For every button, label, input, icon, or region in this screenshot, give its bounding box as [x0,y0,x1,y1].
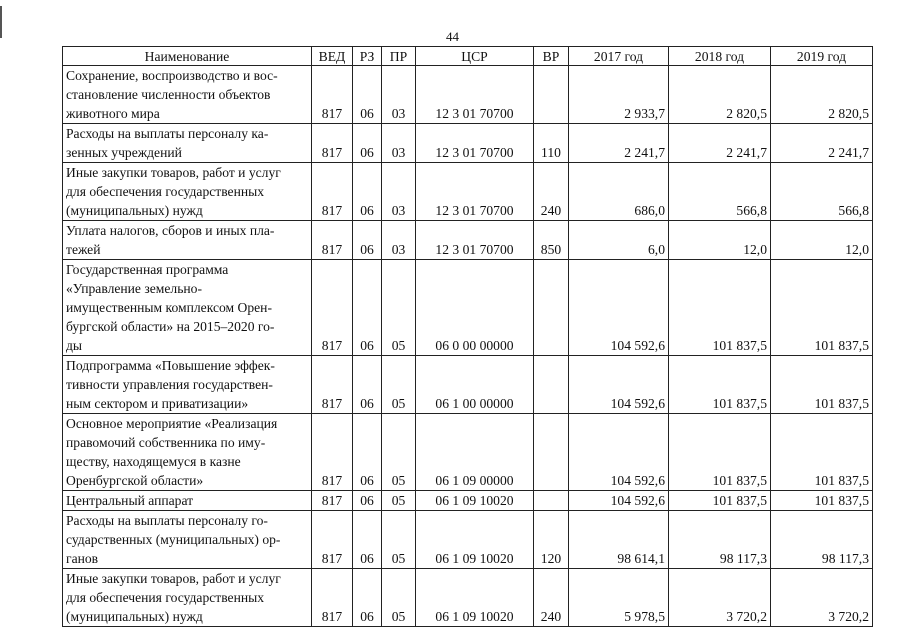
name-line: бургской области» на 2015–2020 го- [66,319,275,334]
name-line: Подпрограмма «Повышение эффек- [66,358,275,373]
cell-name [63,511,312,569]
table-row [63,414,873,491]
cell-rz: 06 [353,260,382,356]
cell-rz: 06 [353,511,382,569]
table-row [63,66,873,124]
header-2019: 2019 год [771,47,873,66]
cell-ved: 817 [312,414,353,491]
budget-table [62,46,873,627]
cell-vr [534,260,569,356]
cell-2018: 12,0 [669,221,771,260]
name-line: Оренбургской области» [66,473,204,488]
name-line: зенных учреждений [66,145,182,160]
name-line: ды [66,338,83,353]
cell-2017: 2 933,7 [569,66,669,124]
cell-2017: 5 978,5 [569,569,669,627]
cell-name [63,414,312,491]
table-body [63,66,873,627]
cell-csr: 12 3 01 70700 [416,221,534,260]
cell-csr: 06 1 00 00000 [416,356,534,414]
name-line: Иные закупки товаров, работ и услуг [66,165,281,180]
cell-csr: 12 3 01 70700 [416,66,534,124]
cell-2019: 101 837,5 [771,491,873,511]
name-line: Сохранение, воспроизводство и вос- [66,68,278,83]
cell-2017: 6,0 [569,221,669,260]
table-row [63,124,873,163]
cell-name [63,491,312,511]
cell-2017: 104 592,6 [569,356,669,414]
cell-vr: 240 [534,569,569,627]
name-line: Уплата налогов, сборов и иных пла- [66,223,275,238]
page-number: 44 [446,29,459,44]
cell-rz: 06 [353,124,382,163]
cell-name [63,356,312,414]
cell-rz: 06 [353,163,382,221]
name-line: животного мира [66,106,160,121]
name-line: Центральный аппарат [66,493,194,508]
cell-2017: 104 592,6 [569,260,669,356]
cell-pr: 05 [382,569,416,627]
cell-2017: 98 614,1 [569,511,669,569]
cell-name [63,124,312,163]
cell-vr [534,491,569,511]
header-vr: ВР [534,47,569,66]
cell-pr: 05 [382,414,416,491]
cell-vr [534,414,569,491]
cell-ved: 817 [312,163,353,221]
cell-ved: 817 [312,260,353,356]
cell-rz: 06 [353,221,382,260]
cell-vr: 110 [534,124,569,163]
cell-2018: 3 720,2 [669,569,771,627]
cell-pr: 05 [382,511,416,569]
name-line: ганов [66,551,99,566]
header-csr: ЦСР [416,47,534,66]
header-rz: РЗ [353,47,382,66]
name-line: для обеспечения государственных [66,184,265,199]
cell-csr: 06 1 09 00000 [416,414,534,491]
name-line: ществу, находящемуся в казне [66,454,241,469]
cell-2019: 101 837,5 [771,356,873,414]
name-line: имущественным комплексом Орен- [66,300,272,315]
cell-ved: 817 [312,569,353,627]
name-line: для обеспечения государственных [66,590,265,605]
cell-ved: 817 [312,221,353,260]
cell-pr: 05 [382,260,416,356]
name-line: «Управление земельно- [66,281,202,296]
table-row [63,491,873,511]
header-name: Наименование [63,47,312,66]
cell-2019: 566,8 [771,163,873,221]
table-header-row [63,47,873,66]
cell-csr: 06 1 09 10020 [416,511,534,569]
cell-name [63,163,312,221]
table-row [63,163,873,221]
name-line: Государственная программа [66,262,229,277]
cell-2018: 101 837,5 [669,356,771,414]
name-line: Расходы на выплаты персоналу го- [66,513,268,528]
cell-2018: 566,8 [669,163,771,221]
cell-2019: 101 837,5 [771,414,873,491]
cell-vr: 240 [534,163,569,221]
table-row [63,260,873,356]
cell-vr: 120 [534,511,569,569]
cell-2017: 104 592,6 [569,414,669,491]
cell-2019: 2 241,7 [771,124,873,163]
cell-ved: 817 [312,356,353,414]
name-line: Основное мероприятие «Реализация [66,416,278,431]
cell-pr: 05 [382,356,416,414]
name-line: тивности управления государствен- [66,377,273,392]
cell-csr: 06 1 09 10020 [416,569,534,627]
cell-2019: 3 720,2 [771,569,873,627]
table-row [63,221,873,260]
cell-pr: 03 [382,221,416,260]
cell-pr: 03 [382,163,416,221]
cell-csr: 12 3 01 70700 [416,124,534,163]
cell-2018: 2 820,5 [669,66,771,124]
cell-2018: 101 837,5 [669,414,771,491]
header-pr: ПР [382,47,416,66]
name-line: становление численности объектов [66,87,271,102]
cell-name [63,66,312,124]
cell-rz: 06 [353,414,382,491]
cell-vr [534,356,569,414]
table-row [63,569,873,627]
header-2018: 2018 год [669,47,771,66]
table-row [63,356,873,414]
cell-2019: 101 837,5 [771,260,873,356]
cell-2018: 98 117,3 [669,511,771,569]
cell-pr: 03 [382,124,416,163]
header-2017: 2017 год [569,47,669,66]
cell-name [63,569,312,627]
cell-2019: 98 117,3 [771,511,873,569]
name-line: правомочий собственника по иму- [66,435,266,450]
cell-2017: 2 241,7 [569,124,669,163]
name-line: сударственных (муниципальных) ор- [66,532,281,547]
cell-name [63,260,312,356]
header-ved: ВЕД [312,47,353,66]
cell-vr [534,66,569,124]
cell-rz: 06 [353,356,382,414]
cell-ved: 817 [312,511,353,569]
cell-ved: 817 [312,66,353,124]
cell-pr: 03 [382,66,416,124]
cell-2019: 12,0 [771,221,873,260]
name-line: Расходы на выплаты персоналу ка- [66,126,269,141]
cell-2017: 686,0 [569,163,669,221]
name-line: тежей [66,242,101,257]
cell-vr: 850 [534,221,569,260]
cell-ved: 817 [312,491,353,511]
cell-rz: 06 [353,491,382,511]
cell-2018: 101 837,5 [669,260,771,356]
cell-csr: 06 1 09 10020 [416,491,534,511]
cell-2019: 2 820,5 [771,66,873,124]
name-line: Иные закупки товаров, работ и услуг [66,571,281,586]
cell-2017: 104 592,6 [569,491,669,511]
name-line: (муниципальных) нужд [66,609,203,624]
cell-2018: 2 241,7 [669,124,771,163]
cell-2018: 101 837,5 [669,491,771,511]
table-row [63,511,873,569]
name-line: (муниципальных) нужд [66,203,203,218]
name-line: ным сектором и приватизации» [66,396,249,411]
cell-csr: 12 3 01 70700 [416,163,534,221]
cell-csr: 06 0 00 00000 [416,260,534,356]
cell-rz: 06 [353,66,382,124]
cell-ved: 817 [312,124,353,163]
cell-pr: 05 [382,491,416,511]
cell-rz: 06 [353,569,382,627]
cell-name [63,221,312,260]
